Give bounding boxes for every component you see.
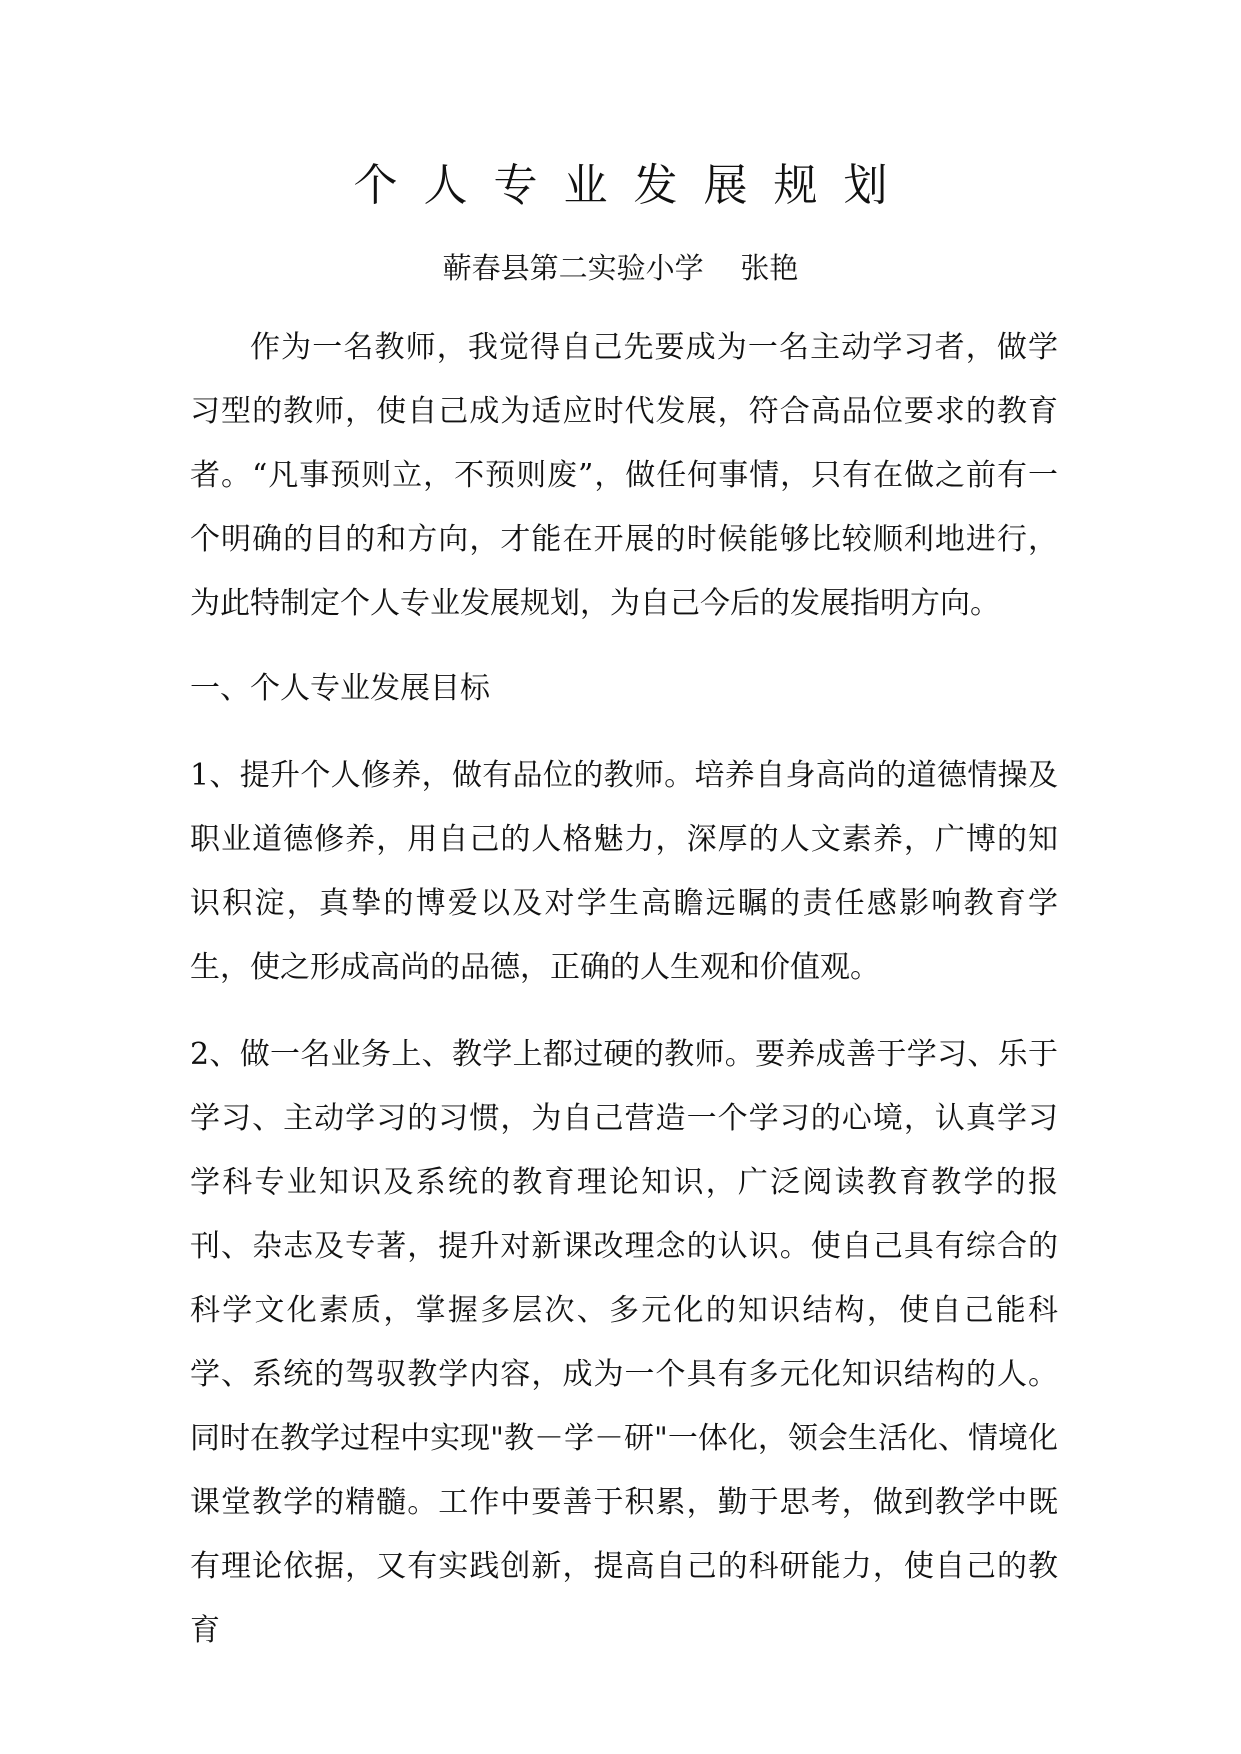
- section-heading: 一、个人专业发展目标: [190, 671, 490, 706]
- goal-paragraph-2: 2、做一名业务上、教学上都过硬的教师。要养成善于学习、乐于学习、主动学习的习惯，为自己营造一个学习的心境，认真学习学科专业知识及系统的教育理论知识，广泛阅读教育教学的报刊、杂志及专著，提升对新课改理念的认识。使自己具有综合的科学文化素质，掌握多层次、多元化的知识结构，使自己能科学、系统的驾驭教学内容，成为一个具有多元化知识结构的人。同时在教学过程中实现"教－学－研"一体化，领会生活化、情境化课堂教学的精髓。工作中要善于积累，勤于思考，做到教学中既有理论依据，又有实践创新，提高自己的科研能力，使自己的教育: [190, 1037, 1058, 1648]
- author-line: 蕲春县第二实验小学 张艳: [442, 251, 799, 285]
- document-title: 个人专业发展规划: [353, 160, 914, 211]
- intro-paragraph: 作为一名教师，我觉得自己先要成为一名主动学习者，做学习型的教师，使自己成为适应时代发展，符合高品位要求的教育者。“凡事预则立，不预则废”，做任何事情，只有在做之前有一个明确的目的和方向，才能在开展的时候能够比较顺利地进行，为此特制定个人专业发展规划，为自己今后的发展指明方向。: [190, 330, 1058, 621]
- goal-paragraph-1: 1、提升个人修养，做有品位的教师。培养自身高尚的道德情操及职业道德修养，用自己的人格魅力，深厚的人文素养，广博的知识积淀，真挚的博爱以及对学生高瞻远瞩的责任感影响教育学生，使之形成高尚的品德，正确的人生观和价值观。: [190, 758, 1058, 985]
